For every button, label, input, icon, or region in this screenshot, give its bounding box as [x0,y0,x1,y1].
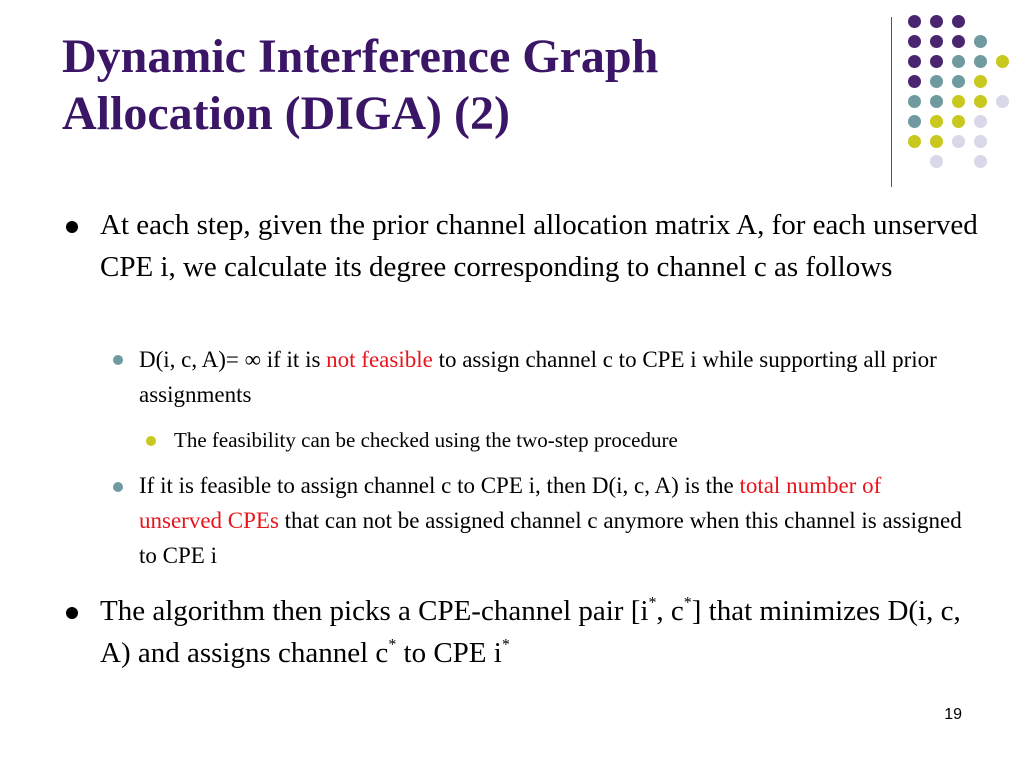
superscript: * [683,594,692,612]
sub-sub-bullet-item [174,424,974,456]
dot [952,135,965,148]
dot [952,95,965,108]
dot [974,95,987,108]
page-number: 19 [944,706,962,723]
bullet-text: to assign channel c to CPE i while supporting all prior assignments [139,347,937,407]
sub-bullet-item [139,342,969,412]
dot [930,15,943,28]
bullet-marker [113,482,123,492]
dot [930,55,943,68]
highlight-text: total number of unserved CPEs [139,473,882,533]
dot [908,115,921,128]
superscript: * [501,636,510,654]
dot [952,55,965,68]
bullet-text: If it is feasible to assign channel c to CPE i, then D(i, c, A) is the [139,473,740,498]
bullet-text: D(i, c, A)= ∞ if it is [139,347,327,372]
bullet-text: At each step, given the prior channel allocation matrix A, for each unserved CPE i, we calculate its degree corresponding to channel c as follows [100,209,978,283]
dot [930,95,943,108]
dot [974,115,987,128]
dot [908,95,921,108]
dot [930,35,943,48]
dot [952,115,965,128]
slide-title [62,28,862,142]
dot [996,55,1009,68]
dot [930,115,943,128]
dot [996,95,1009,108]
dot [908,75,921,88]
dot [974,135,987,148]
dot [930,135,943,148]
sub-bullet-item [139,468,969,573]
dot [908,55,921,68]
bullet-marker [66,221,78,233]
dot [952,75,965,88]
bullet-marker [113,355,123,365]
dot [974,155,987,168]
dot [908,35,921,48]
dot [952,35,965,48]
bullet-marker [146,436,156,446]
bullet-text: , c [656,595,684,627]
bullet-text: to CPE i [396,637,502,669]
dot [974,35,987,48]
bullet-text: that can not be assigned channel c anymore when this channel is assigned to CPE i [139,508,962,568]
bullet-item [100,204,980,288]
dot [952,15,965,28]
dot [974,75,987,88]
highlight-text: not feasible [326,347,433,372]
bullet-text: ] that minimizes D(i, c, A) and assigns channel c [100,595,961,669]
title-line-2: Allocation (DIGA) (2) [62,87,510,140]
bullet-text: The algorithm then picks a CPE-channel pair [i [100,595,649,627]
dot [908,15,921,28]
superscript: * [388,636,397,654]
decorative-divider [891,17,892,187]
bullet-marker [66,607,78,619]
dot [908,135,921,148]
bullet-text: The feasibility can be checked using the two-step procedure [174,428,678,452]
bullet-item [100,590,980,674]
dot [930,75,943,88]
title-line-1: Dynamic Interference Graph [62,30,659,83]
dot [974,55,987,68]
superscript: * [648,594,657,612]
dot [930,155,943,168]
